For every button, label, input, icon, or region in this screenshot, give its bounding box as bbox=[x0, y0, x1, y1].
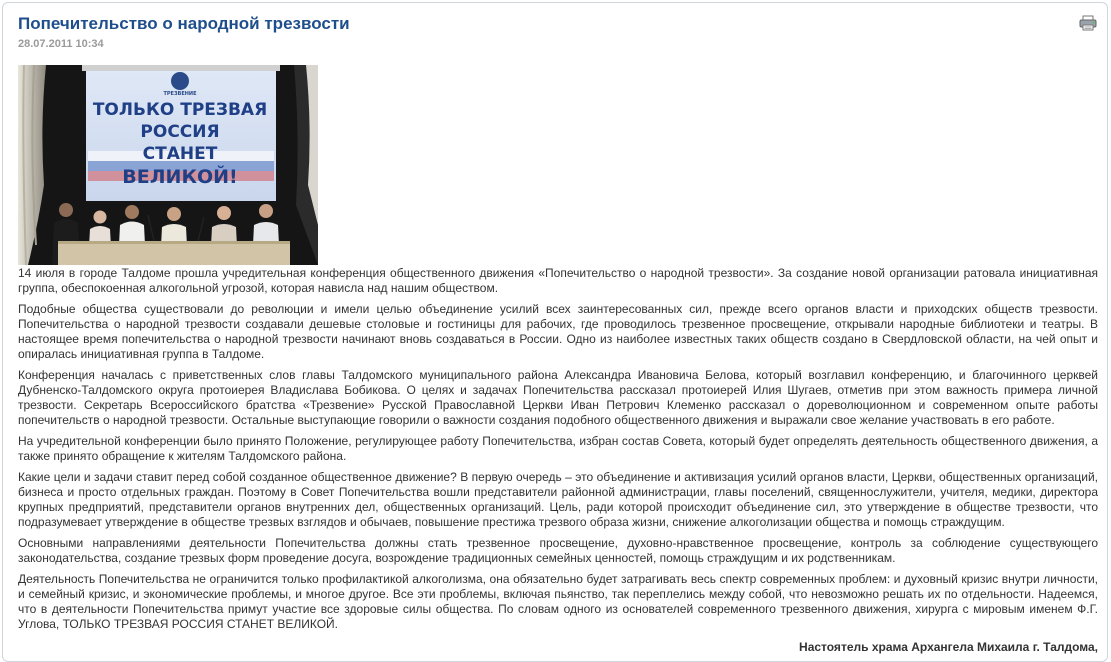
banner-line-1: ТОЛЬКО ТРЕЗВАЯ bbox=[92, 100, 268, 120]
paragraph-2: Подобные общества существовали до революции и имели целью объединение усилий всех заинтересованных сил, прежде всего органов власти и приходских обществ трезвости. Попечительства о народной трезвости создавали дешевые столовые и гостиницы для рабочих, где проводилось трезвенное просвещение, открывали народные библиотеки и театры. В настоящее время попечительства о народной трезвости начинают вновь создаваться в России. Одно из наиболее известных таких обществ создано в Свердловской области, на чей опыт и опиралась инициативная группа в Талдоме. bbox=[18, 302, 1098, 361]
conference-photo-icon bbox=[18, 65, 318, 265]
paragraph-1: 14 июля в городе Талдоме прошла учредительная конференция общественного движения «Попечительство о народной трезвости». За создание новой организации ратовала инициативная группа, обеспокоенная алкогольной угрозой, которая нависла над нашим обществом. bbox=[18, 266, 1098, 295]
paragraph-4: На учредительной конференции было принято Положение, регулирующее работу Попечительства, избран состав Совета, который будет определять деятельность общественного движения, а также принято обращение к жителям Талдомского района. bbox=[18, 434, 1098, 463]
paragraph-6: Основными направлениями деятельности Попечительства должны стать трезвенное просвещение, духовно-нравственное просвещение, контроль за соблюдение существующего законодательства, создание трезвых форм проведение досуга, возрождение традиционных семейных ценностей, помощь страждущим и их родственникам. bbox=[18, 536, 1098, 565]
banner-line-4: ВЕЛИКОЙ! bbox=[122, 166, 238, 188]
article-title[interactable]: Попечительство о народной трезвости bbox=[18, 14, 350, 33]
photo-logo-text: ТРЕЗВЕНИЕ bbox=[163, 91, 197, 97]
paragraph-7: Деятельность Попечительства не ограничится только профилактикой алкоголизма, она обязательно будет затрагивать весь спектр современных проблем: и духовный кризис внутри личности, и семейный кризис, и экономические проблемы, и многое другое. Все эти проблемы, включая пьянство, так переплелись между собой, что невозможно решать их по отдельности. Надеемся, что в деятельности Попечительства примут участие все здоровые силы общества. По словам одного из основателей современного трезвенного движения, хирурга с мировым именем Ф.Г. Углова, ТОЛЬКО ТРЕЗВАЯ РОССИЯ СТАНЕТ ВЕЛИКОЙ. bbox=[18, 572, 1098, 631]
paragraph-3: Конференция началась с приветственных слов главы Талдомского муниципального района Александра Ивановича Белова, который возглавил конференцию, и благочинного церквей Дубненско-Талдомского округа протоиерея Владислава Бобикова. О целях и задачах Попечительства рассказал протоиерей Илия Шугаев, отметив при этом важность примера личной трезвости. Секретарь Всероссийского братства «Трезвение» Русской Православной Церкви Иван Петрович Клеменко рассказал о дореволюционном и современном опыте работы попечительств о народной трезвости. Остальные выступающие говорили о важности создания подобного общественного движения и выражали свое желание участвовать в его работе. bbox=[18, 368, 1098, 427]
article-signature: Настоятель храма Архангела Михаила г. Талдома, bbox=[799, 640, 1098, 654]
article-body bbox=[18, 266, 1098, 661]
article-date: 28.07.2011 10:34 bbox=[18, 38, 104, 50]
paragraph-5: Какие цели и задачи ставит перед собой созданное общественное движение? В первую очередь – это объединение и активизация усилий органов власти, Церкви, общественных организаций, бизнеса и просто отдельных граждан. Поэтому в Совет Попечительства вошли представители районной администрации, главы поселений, священнослужители, учителя, медики, директора крупных предприятий, представители органов внутренних дел, общественных организаций. Цель, ради которой происходит объединение сил, это утверждение в обществе трезвости, что подразумевает утверждение в обществе трезвых взглядов и обычаев, повышение престижа трезвого образа жизни, снижение алкоголизации общества и помощь страждущим. bbox=[18, 470, 1098, 529]
article-photo bbox=[18, 65, 318, 265]
printer-icon bbox=[1079, 15, 1097, 31]
print-button[interactable] bbox=[1079, 15, 1097, 31]
banner-line-2: РОССИЯ bbox=[140, 122, 220, 142]
banner-line-3: СТАНЕТ bbox=[142, 144, 218, 164]
